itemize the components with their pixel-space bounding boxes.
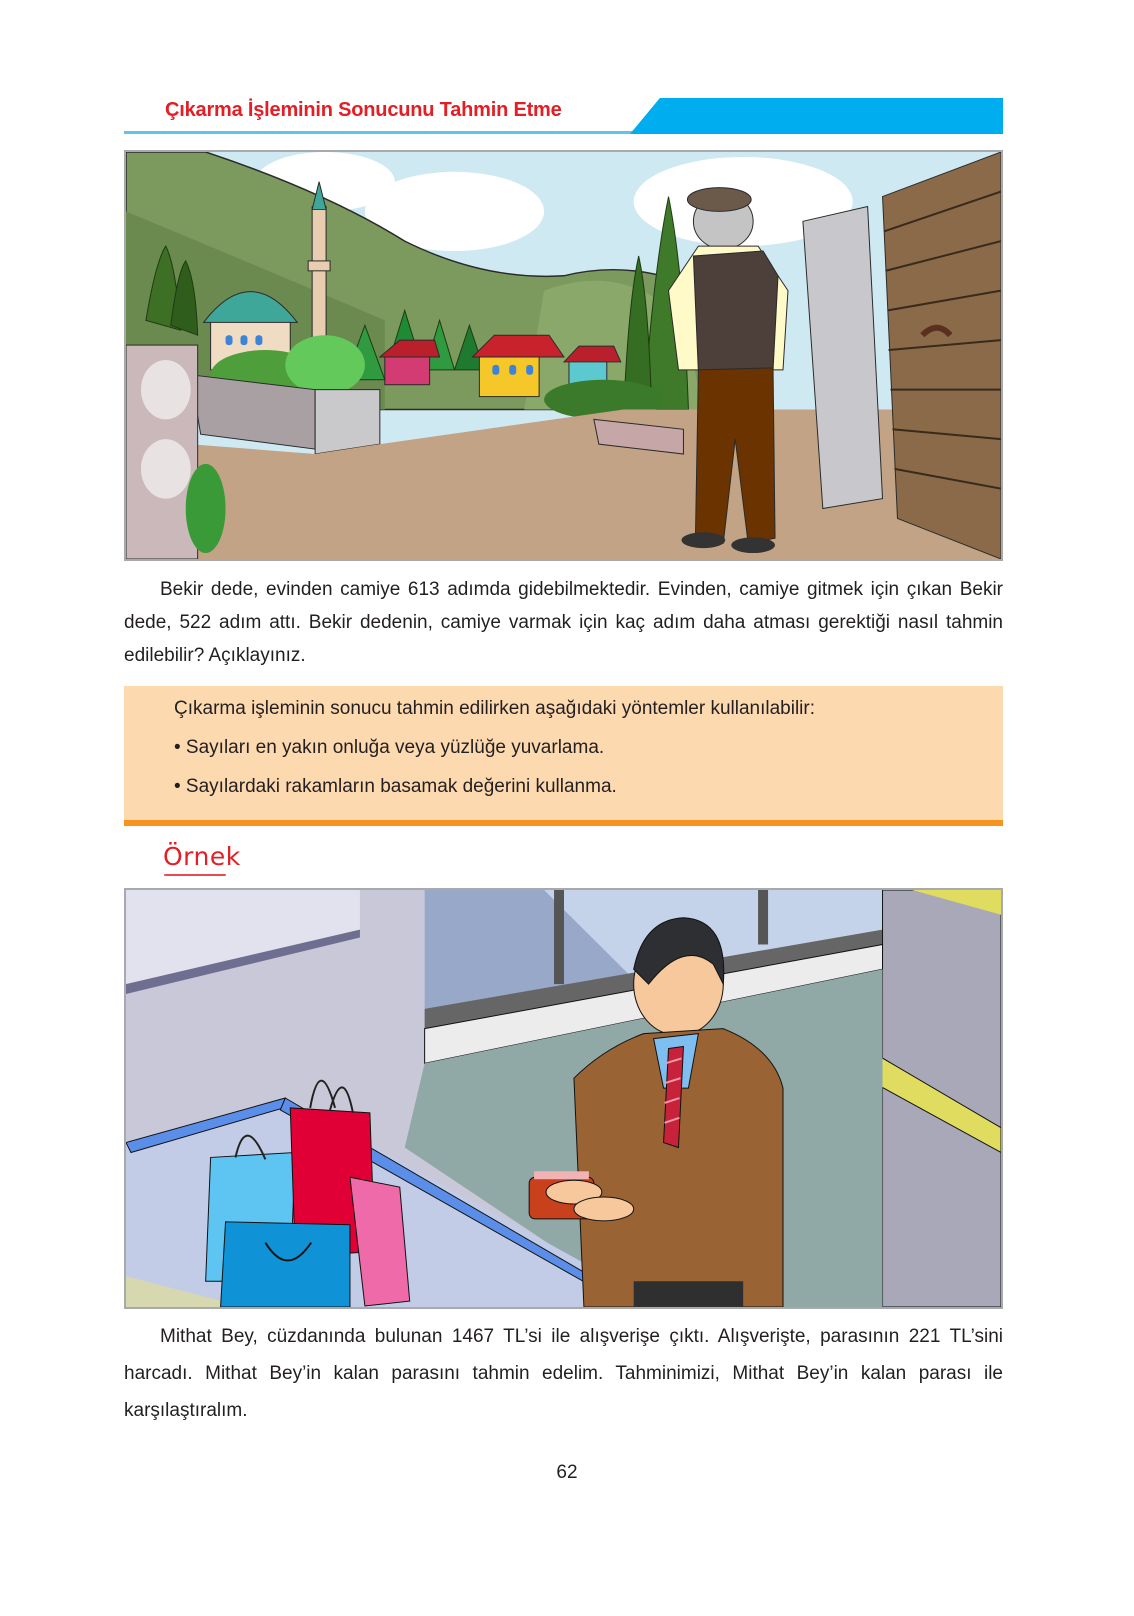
- problem-paragraph-1: [124, 573, 1003, 672]
- info-bullet-rounding: • Sayıları en yakın onluğa veya yüzlüğe yuvarlama.: [174, 737, 605, 758]
- info-bullet-place-value: • Sayılardaki rakamların basamak değerini kullanma.: [174, 776, 617, 797]
- example-paragraph: [124, 1318, 1003, 1429]
- example-text: Mithat Bey, cüzdanında bulunan 1467 TL’si ile alışverişe çıktı. Alışverişte, parasının 221 TL’sini harcadı. Mithat Bey’in kalan parasını tahmin edelim. Tahminimizi, Mithat Bey’in kalan parası ile karşılaştıralım.: [124, 1326, 1003, 1421]
- header-banner: [630, 98, 1003, 134]
- problem-text-1: Bekir dede, evinden camiye 613 adımda gidebilmektedir. Evinden, camiye gitmek için çıkan Bekir dede, 522 adım attı. Bekir dedenin, camiye varmak için kaç adım daha atması gerektiği nasıl tahmin edilebilir? Açıklayınız.: [124, 579, 1003, 666]
- example-label: Örnek: [163, 842, 241, 871]
- village-illustration: [124, 150, 1003, 561]
- shopping-illustration: [124, 888, 1003, 1309]
- example-label-underline: [164, 874, 226, 876]
- page-number: 62: [556, 1462, 578, 1483]
- section-title: Çıkarma İşleminin Sonucunu Tahmin Etme: [165, 99, 562, 121]
- info-lead: Çıkarma işleminin sonucu tahmin edilirken aşağıdaki yöntemler kullanılabilir:: [174, 698, 816, 719]
- info-box: [124, 686, 1003, 826]
